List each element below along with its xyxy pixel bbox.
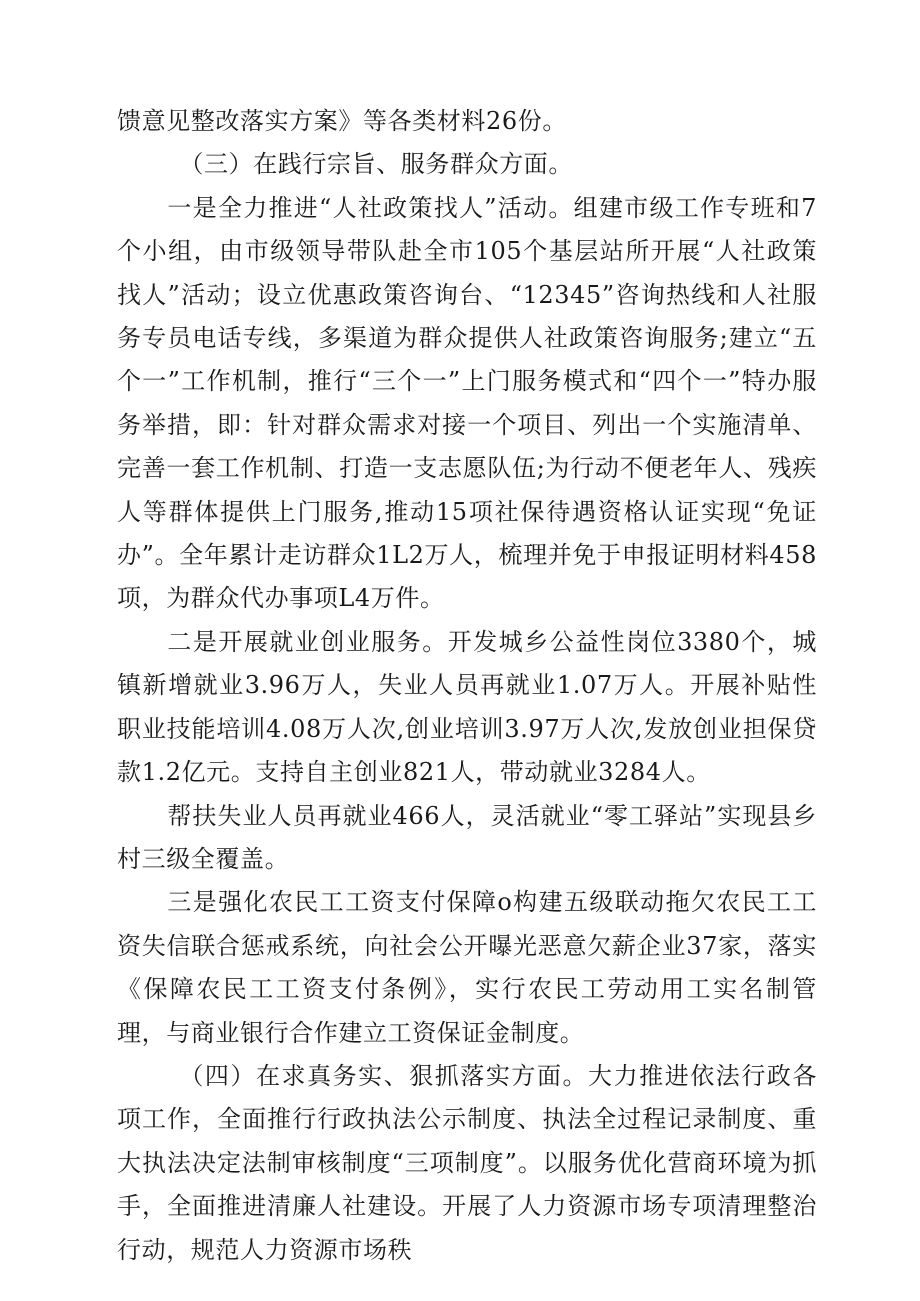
document-body [117, 100, 817, 1272]
paragraph-policy-outreach: 一是全力推进“人社政策找人”活动。组建市级工作专班和7个小组，由市级领导带队赴全市105个基层站所开展“人社政策找人”活动；设立优惠政策咨询台、“12345”咨询热线和人社服务专员电话专线，多渠道为群众提供人社政策咨询服务;建立“五个一”工作机制，推行“三个一”上门服务模式和“四个一”特办服务举措，即：针对群众需求对接一个项目、列出一个实施清单、完善一套工作机制、打造一支志愿队伍;为行动不便老年人、残疾人等群体提供上门服务,推动15项社保待遇资格认证实现“免证办”。全年累计走访群众1L2万人，梳理并免于申报证明材料458项，为群众代办事项L4万件。 [117, 193, 817, 613]
paragraph-continuation: 馈意见整改落实方案》等各类材料26份。 [117, 107, 567, 135]
paragraph-wage-protection: 三是强化农民工工资支付保障o构建五级联动拖欠农民工工资失信联合惩戒系统，向社会公开曝光恶意欠薪企业37家，落实《保障农民工工资支付条例》，实行农民工劳动用工实名制管理，与商业银行合作建立工资保证金制度。 [117, 888, 817, 1047]
paragraph-employment-services: 二是开展就业创业服务。开发城乡公益性岗位3380个，城镇新增就业3.96万人，失业人员再就业1.07万人。开展补贴性职业技能培训4.08万人次,创业培训3.97万人次,发放创业担保贷款1.2亿元。支持自主创业821人，带动就业3284人。 [117, 627, 817, 787]
paragraph-section-4: （四）在求真务实、狠抓落实方面。大力推进依法行政各项工作，全面推行行政执法公示制度、执法全过程记录制度、重大执法决定法制审核制度“三项制度”。以服务优化营商环境为抓手，全面推进清廉人社建设。开展了人力资源市场专项清理整治行动，规范人力资源市场秩 [117, 1061, 817, 1264]
paragraph-reemployment: 帮扶失业人员再就业466人，灵活就业“零工驿站”实现县乡村三级全覆盖。 [117, 801, 817, 873]
section-heading-3: （三）在践行宗旨、服务群众方面。 [179, 150, 573, 179]
